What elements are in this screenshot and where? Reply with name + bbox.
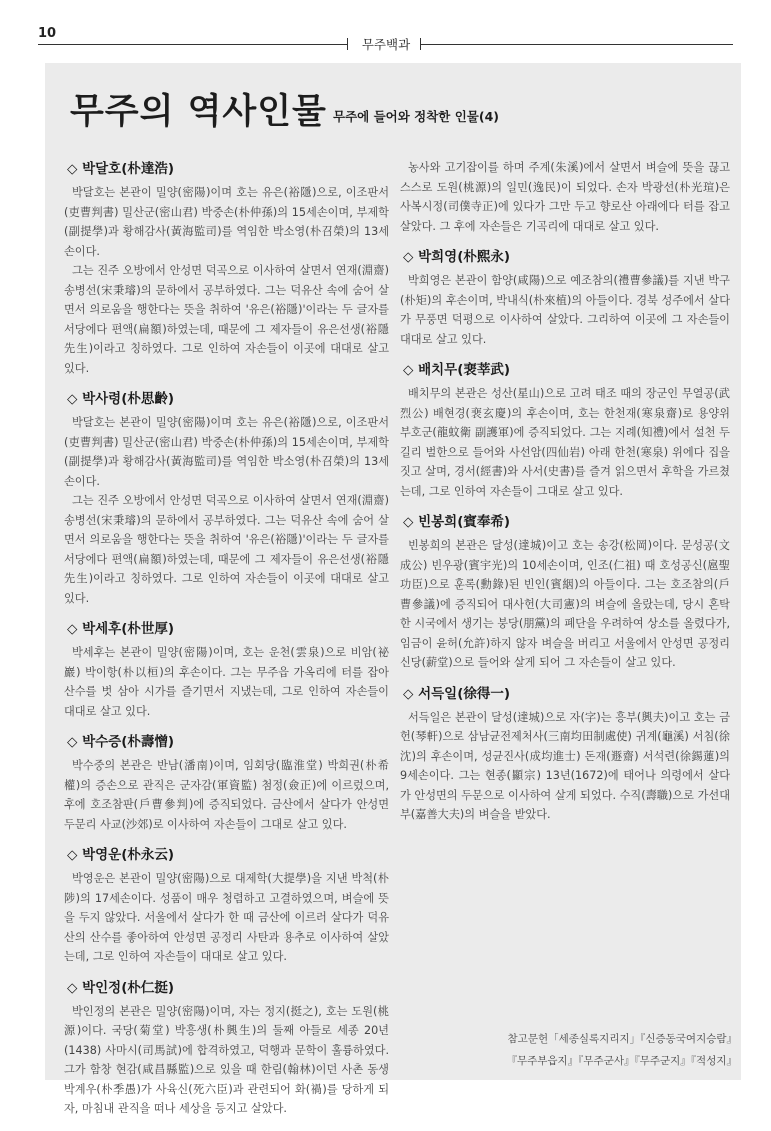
- paragraph: 빈봉희의 본관은 달성(達城)이고 호는 송강(松岡)이다. 문성공(文成公) 빈우광(賓宇光)의 10세손이며, 인조(仁祖) 때 호성공신(扈聖功臣)으로 훈록(勳錄)된 빈인(賓絪)의 아들이다. 그는 호조참의(戶曹參議)에 증직되어 대사헌(大司憲)의 벼슬에 올랐는데, 당시 혼탁한 시국에서 생기는 붕당(朋黨)의 폐단을 우려하여 상소를 올렸다가, 임금이 윤허(允許)하지 않자 벼슬을 버리고 서울에서 안성면 공정리 신당(薪堂)으로 들어와 살게 되어 그 자손들이 살고 있다.: [400, 539, 730, 669]
- person-heading: ◇ 빈봉희(賓奉希): [403, 514, 511, 530]
- person-body: [400, 271, 730, 349]
- person-body: [64, 756, 389, 834]
- paragraph: 박희영은 본관이 함양(咸陽)으로 예조참의(禮曹參議)를 지낸 박구(朴矩)의 후손이며, 박내식(朴來植)의 아들이다. 경북 성주에서 살다가 무풍면 덕평으로 이사하여 살았다. 그리하여 이곳에 그 자손들이 대대로 살고 있다.: [400, 274, 730, 346]
- header-rule-right: [420, 44, 733, 45]
- article-title: 무주의 역사인물: [70, 92, 327, 132]
- paragraph: 박수중의 본관은 반남(潘南)이며, 임회당(臨淮堂) 박희권(朴希權)의 증손으로 관직은 군자감(軍資監) 첨정(僉正)에 이르렀으며, 후에 호조참판(戶曹參判)에 증직되었다. 금산에서 살다가 안성면 두문리 사교(沙郊)로 이사하여 자손들이 그대로 살고 있다.: [64, 759, 389, 831]
- references: [506, 1028, 737, 1072]
- person-heading: ◇ 박달호(朴達浩): [67, 161, 175, 177]
- person-heading: ◇ 박인정(朴仁挺): [67, 979, 175, 996]
- paragraph: 그는 진주 오방에서 안성면 덕곡으로 이사하여 살면서 연재(淵齋) 송병선(宋秉璿)의 문하에서 공부하였다. 그는 덕유산 속에 숨어 살면서 의로움을 행한다는 뜻을 취하여 '유은(裕隱)'이라는 두 글자를 서당에다 편액(扁額)하였는데, 때문에 그 제자들이 유은선생(裕隱先生)이라고 칭하였다. 그로 인하여 자손들이 이곳에 대대로 살고 있다.: [64, 264, 389, 375]
- person-heading: ◇ 박세후(朴世厚): [67, 621, 175, 637]
- person-heading: ◇ 서득일(徐得一): [403, 685, 511, 702]
- running-header: 무주백과: [361, 37, 411, 52]
- person-body: [64, 643, 389, 721]
- person-body: [400, 536, 730, 673]
- paragraph: 배치무의 본관은 성산(星山)으로 고려 태조 때의 장군인 무열공(武烈公) 배현경(裵玄慶)의 후손이며, 호는 한천재(寒泉齋)로 용양위 부호군(龍蚊衛 副護軍)에 증직되었다. 그는 지례(知禮)에서 설천 두길리 벌한으로 들어와 사선암(四仙岩) 아래 한천(寒泉) 위에다 집을 짓고 살며, 경서(經書)와 사서(史書)를 즐겨 읽으면서 후학을 가르쳤는데, 그로 인하여 자손들이 그대로 살고 있다.: [400, 387, 730, 498]
- paragraph: 박달호는 본관이 밀양(密陽)이며 호는 유은(裕隱)으로, 이조판서(吏曹判書) 밀산군(密山君) 박중손(朴仲孫)의 15세손이며, 부제학(副提學)과 황해감사(黃海監司)를 역임한 박소영(朴召榮)의 13세손이다.: [64, 186, 389, 258]
- person-heading: ◇ 박영운(朴永云): [67, 847, 175, 863]
- person-body: [64, 413, 389, 608]
- paragraph: 박세후는 본관이 밀양(密陽)이며, 호는 운천(雲泉)으로 비암(祕巖) 박이항(朴以桓)의 후손이다. 그는 무주읍 가옥리에 터를 잡아 산수를 벗 삼아 시가를 즐기면서 지냈는데, 그로 인하여 자손들이 대대로 살고 있다.: [64, 646, 389, 718]
- person-body: [64, 869, 389, 967]
- person-heading: ◇ 배치무(裵莘武): [403, 362, 511, 378]
- paragraph: 박달호는 본관이 밀양(密陽)이며 호는 유은(裕隱)으로, 이조판서(吏曹判書) 밀산군(密山君) 박중손(朴仲孫)의 15세손이며, 부제학(副提學)과 황해감사(黃海監司)를 역임한 박소영(朴召榮)의 13세손이다.: [64, 416, 389, 488]
- paragraph: 서득일은 본관이 달성(達城)으로 자(字)는 흥부(興夫)이고 호는 금헌(琴軒)으로 삼남균전제처사(三南均田制處使) 귀계(龜溪) 서침(徐沈)의 후손이며, 성균진사(成均進士) 돈재(遯齋) 서석련(徐錫蓮)의 9세손이다. 그는 현종(顯宗) 13년(1672)에 태어나 의령에서 살다가 안성면의 두문으로 이사하여 살게 되었다. 수직(壽職)으로 가선대부(嘉善大夫)의 벼슬을 받았다.: [400, 710, 730, 821]
- page-number: 10: [38, 26, 57, 41]
- person-heading: ◇ 박사령(朴思齡): [67, 391, 175, 407]
- paragraph: 농사와 고기잡이를 하며 주계(朱溪)에서 살면서 벼슬에 뜻을 끊고 스스로 도원(桃源)의 일민(逸民)이 되었다. 손자 박광선(朴光瑄)은 사복시정(司僕寺正)에 있다가 그만 두고 향로산 아래에다 터를 잡고 살았다. 그 후에 자손들은 기곡리에 대대로 살고 있다.: [400, 161, 730, 233]
- person-heading: ◇ 박희영(朴熙永): [403, 249, 511, 265]
- references-line: 『무주부읍지』『무주군사』『무주군지』『적성지』: [506, 1055, 737, 1067]
- person-body: [400, 384, 730, 501]
- person-body: [64, 183, 389, 378]
- header-rule-tick-left: [347, 38, 348, 50]
- references-line: 참고문헌「세종실록지리지」『신증동국여지승람』: [507, 1033, 737, 1045]
- paragraph: 박인정의 본관은 밀양(密陽)이며, 자는 정지(挺之), 호는 도원(桃源)이다. 국당(菊堂) 박흥생(朴興生)의 둘째 아들로 세종 20년(1438) 사마시(司馬試)에 합격하였고, 덕행과 문학이 훌륭하였다. 그가 함창 현감(咸昌縣監)으로 있을 때 한림(翰林)이던 사촌 동생 박계우(朴季愚)가 사육신(死六臣)과 관련되어 화(禍)를 당하게 되자, 마침내 관직을 떠나 세상을 등지고 살았다.: [64, 1004, 389, 1115]
- header-rule-left: [38, 44, 348, 45]
- person-body-continued: [400, 158, 730, 236]
- left-column: [64, 150, 389, 1131]
- paragraph: 박영운은 본관이 밀양(密陽)으로 대제학(大提學)을 지낸 박척(朴陟)의 17세손이다. 성품이 매우 청렴하고 고결하였으며, 벼슬에 뜻을 두지 않았다. 서울에서 살다가 한 때 금산에 이르러 살다가 덕유산의 산수를 좋아하여 안성면 공정리 사탄과 용추로 이사하여 살았는데, 그로 인하여 자손들이 대대로 살고 있다.: [64, 872, 389, 963]
- right-column: [400, 158, 730, 837]
- person-body: [64, 1002, 389, 1119]
- person-body: [400, 708, 730, 825]
- paragraph: 그는 진주 오방에서 안성면 덕곡으로 이사하여 살면서 연재(淵齋) 송병선(宋秉璿)의 문하에서 공부하였다. 그는 덕유산 속에 숨어 살면서 의로움을 행한다는 뜻을 취하여 '유은(裕隱)'이라는 두 글자를 서당에다 편액(扁額)하였는데, 때문에 그 제자들이 유은선생(裕隱先生)이라고 칭하였다. 그로 인하여 자손들이 이곳에 대대로 살고 있다.: [64, 494, 389, 605]
- article-subtitle: 무주에 들어와 정착한 인물(4): [333, 109, 500, 124]
- person-heading: ◇ 박수증(朴壽憎): [67, 734, 175, 750]
